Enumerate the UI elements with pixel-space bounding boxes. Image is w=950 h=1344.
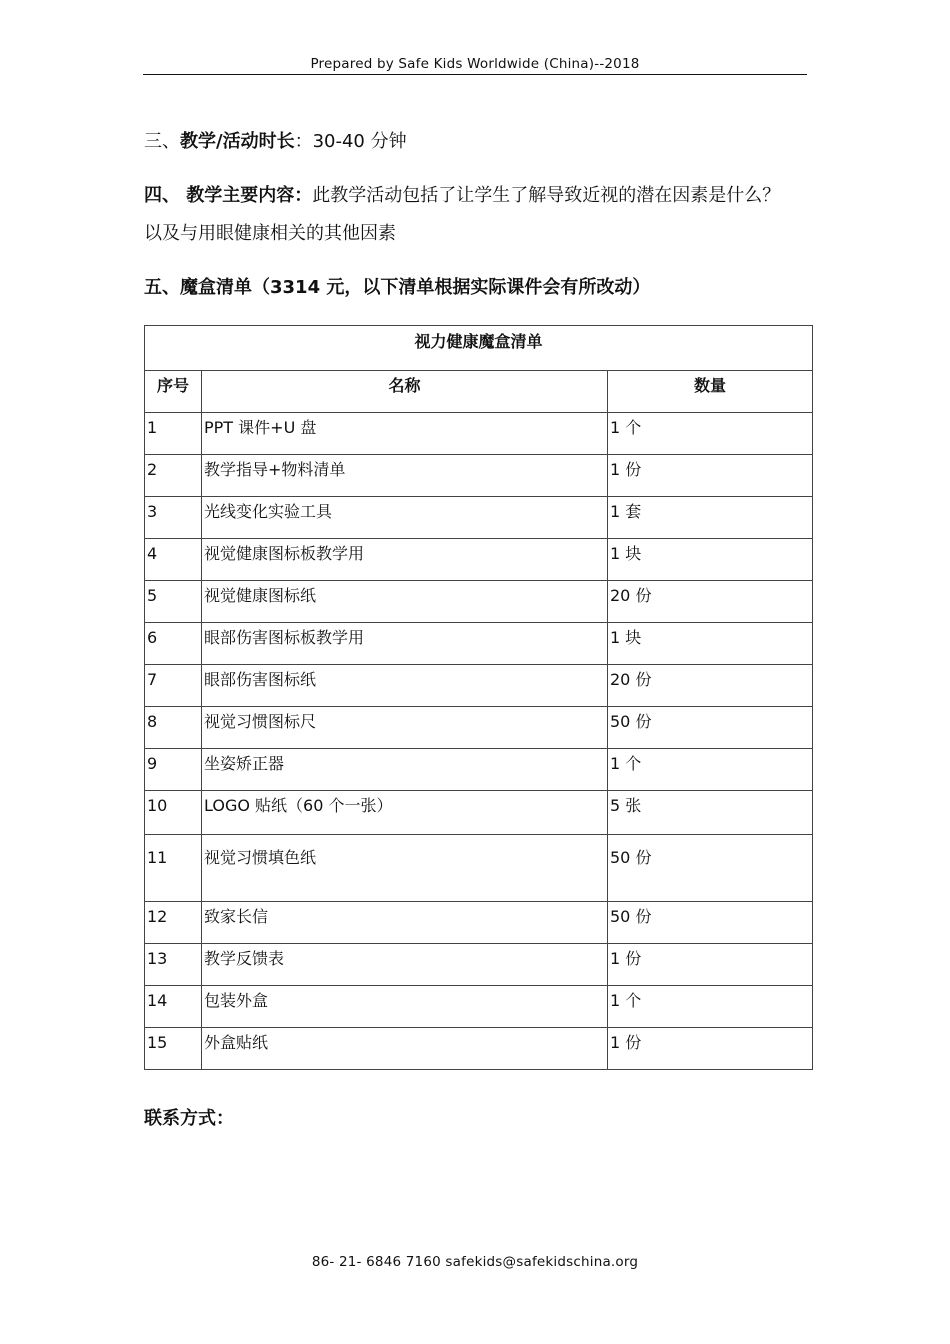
page-footer: 86- 21- 6846 7160 safekids@safekidschina.org xyxy=(311,1254,639,1270)
row-name: 眼部伤害图标纸 xyxy=(202,665,608,707)
row-no: 6 xyxy=(145,623,202,665)
table-row xyxy=(145,413,813,455)
table-row xyxy=(145,665,813,707)
section-duration-label: 教学/活动时长 xyxy=(180,131,295,152)
row-name: 视觉健康图标板教学用 xyxy=(202,539,608,581)
section-content-line1 xyxy=(144,181,780,207)
section-duration xyxy=(144,127,407,153)
table-row xyxy=(145,497,813,539)
row-no: 9 xyxy=(145,749,202,791)
row-no: 2 xyxy=(145,455,202,497)
row-name: 教学指导+物料清单 xyxy=(202,455,608,497)
header-divider xyxy=(143,74,807,75)
table-row xyxy=(145,1028,813,1070)
row-no: 1 xyxy=(145,413,202,455)
row-qty: 1 块 xyxy=(608,623,813,665)
row-name: 光线变化实验工具 xyxy=(202,497,608,539)
table-row xyxy=(145,944,813,986)
row-name: 坐姿矫正器 xyxy=(202,749,608,791)
table-title: 视力健康魔盒清单 xyxy=(145,326,813,371)
row-qty: 50 份 xyxy=(608,707,813,749)
section-duration-colon: ： xyxy=(294,131,313,152)
row-name: PPT 课件+U 盘 xyxy=(202,413,608,455)
table-row xyxy=(145,539,813,581)
section-box-heading: 五、魔盒清单（3314 元，以下清单根据实际课件会有所改动） xyxy=(144,277,651,298)
row-qty: 1 块 xyxy=(608,539,813,581)
row-no: 15 xyxy=(145,1028,202,1070)
table-header-row xyxy=(145,371,813,413)
row-qty: 1 套 xyxy=(608,497,813,539)
row-qty: 1 个 xyxy=(608,749,813,791)
row-qty: 1 个 xyxy=(608,413,813,455)
row-no: 12 xyxy=(145,902,202,944)
row-name: 致家长信 xyxy=(202,902,608,944)
section-content-line2 xyxy=(144,219,396,245)
box-list-table xyxy=(144,325,813,1070)
row-qty: 1 个 xyxy=(608,986,813,1028)
column-header-no: 序号 xyxy=(145,371,202,413)
row-no: 14 xyxy=(145,986,202,1028)
row-name: 外盒贴纸 xyxy=(202,1028,608,1070)
row-no: 7 xyxy=(145,665,202,707)
page-header: Prepared by Safe Kids Worldwide (China)--2018 xyxy=(310,56,640,72)
row-no: 10 xyxy=(145,791,202,835)
row-name: 眼部伤害图标板教学用 xyxy=(202,623,608,665)
table-row xyxy=(145,455,813,497)
row-no: 13 xyxy=(145,944,202,986)
table-row xyxy=(145,986,813,1028)
row-name: 包装外盒 xyxy=(202,986,608,1028)
table-row xyxy=(145,791,813,835)
row-qty: 20 份 xyxy=(608,665,813,707)
row-qty: 1 份 xyxy=(608,944,813,986)
section-duration-value: 30-40 分钟 xyxy=(312,131,407,152)
table-row xyxy=(145,581,813,623)
row-name: LOGO 贴纸（60 个一张） xyxy=(202,791,608,835)
column-header-name: 名称 xyxy=(202,371,608,413)
table-row xyxy=(145,835,813,902)
row-qty: 50 份 xyxy=(608,902,813,944)
section-content-text2: 以及与用眼健康相关的其他因素 xyxy=(144,223,396,244)
table-row xyxy=(145,749,813,791)
row-qty: 50 份 xyxy=(608,835,813,902)
row-no: 11 xyxy=(145,835,202,902)
contact-heading: 联系方式： xyxy=(144,1108,234,1129)
row-qty: 1 份 xyxy=(608,455,813,497)
row-qty: 1 份 xyxy=(608,1028,813,1070)
row-name: 教学反馈表 xyxy=(202,944,608,986)
row-qty: 20 份 xyxy=(608,581,813,623)
row-no: 8 xyxy=(145,707,202,749)
row-name: 视觉健康图标纸 xyxy=(202,581,608,623)
table-row xyxy=(145,623,813,665)
table-row xyxy=(145,902,813,944)
row-no: 5 xyxy=(145,581,202,623)
table-title-row xyxy=(145,326,813,371)
section-duration-prefix: 三、 xyxy=(144,131,180,152)
column-header-qty: 数量 xyxy=(608,371,813,413)
row-no: 4 xyxy=(145,539,202,581)
table-row xyxy=(145,707,813,749)
section-content-label: 四、 教学主要内容： xyxy=(144,185,313,206)
row-no: 3 xyxy=(145,497,202,539)
row-name: 视觉习惯填色纸 xyxy=(202,835,608,902)
row-qty: 5 张 xyxy=(608,791,813,835)
section-content-text1: 此教学活动包括了让学生了解导致近视的潜在因素是什么？ xyxy=(312,185,781,206)
row-name: 视觉习惯图标尺 xyxy=(202,707,608,749)
